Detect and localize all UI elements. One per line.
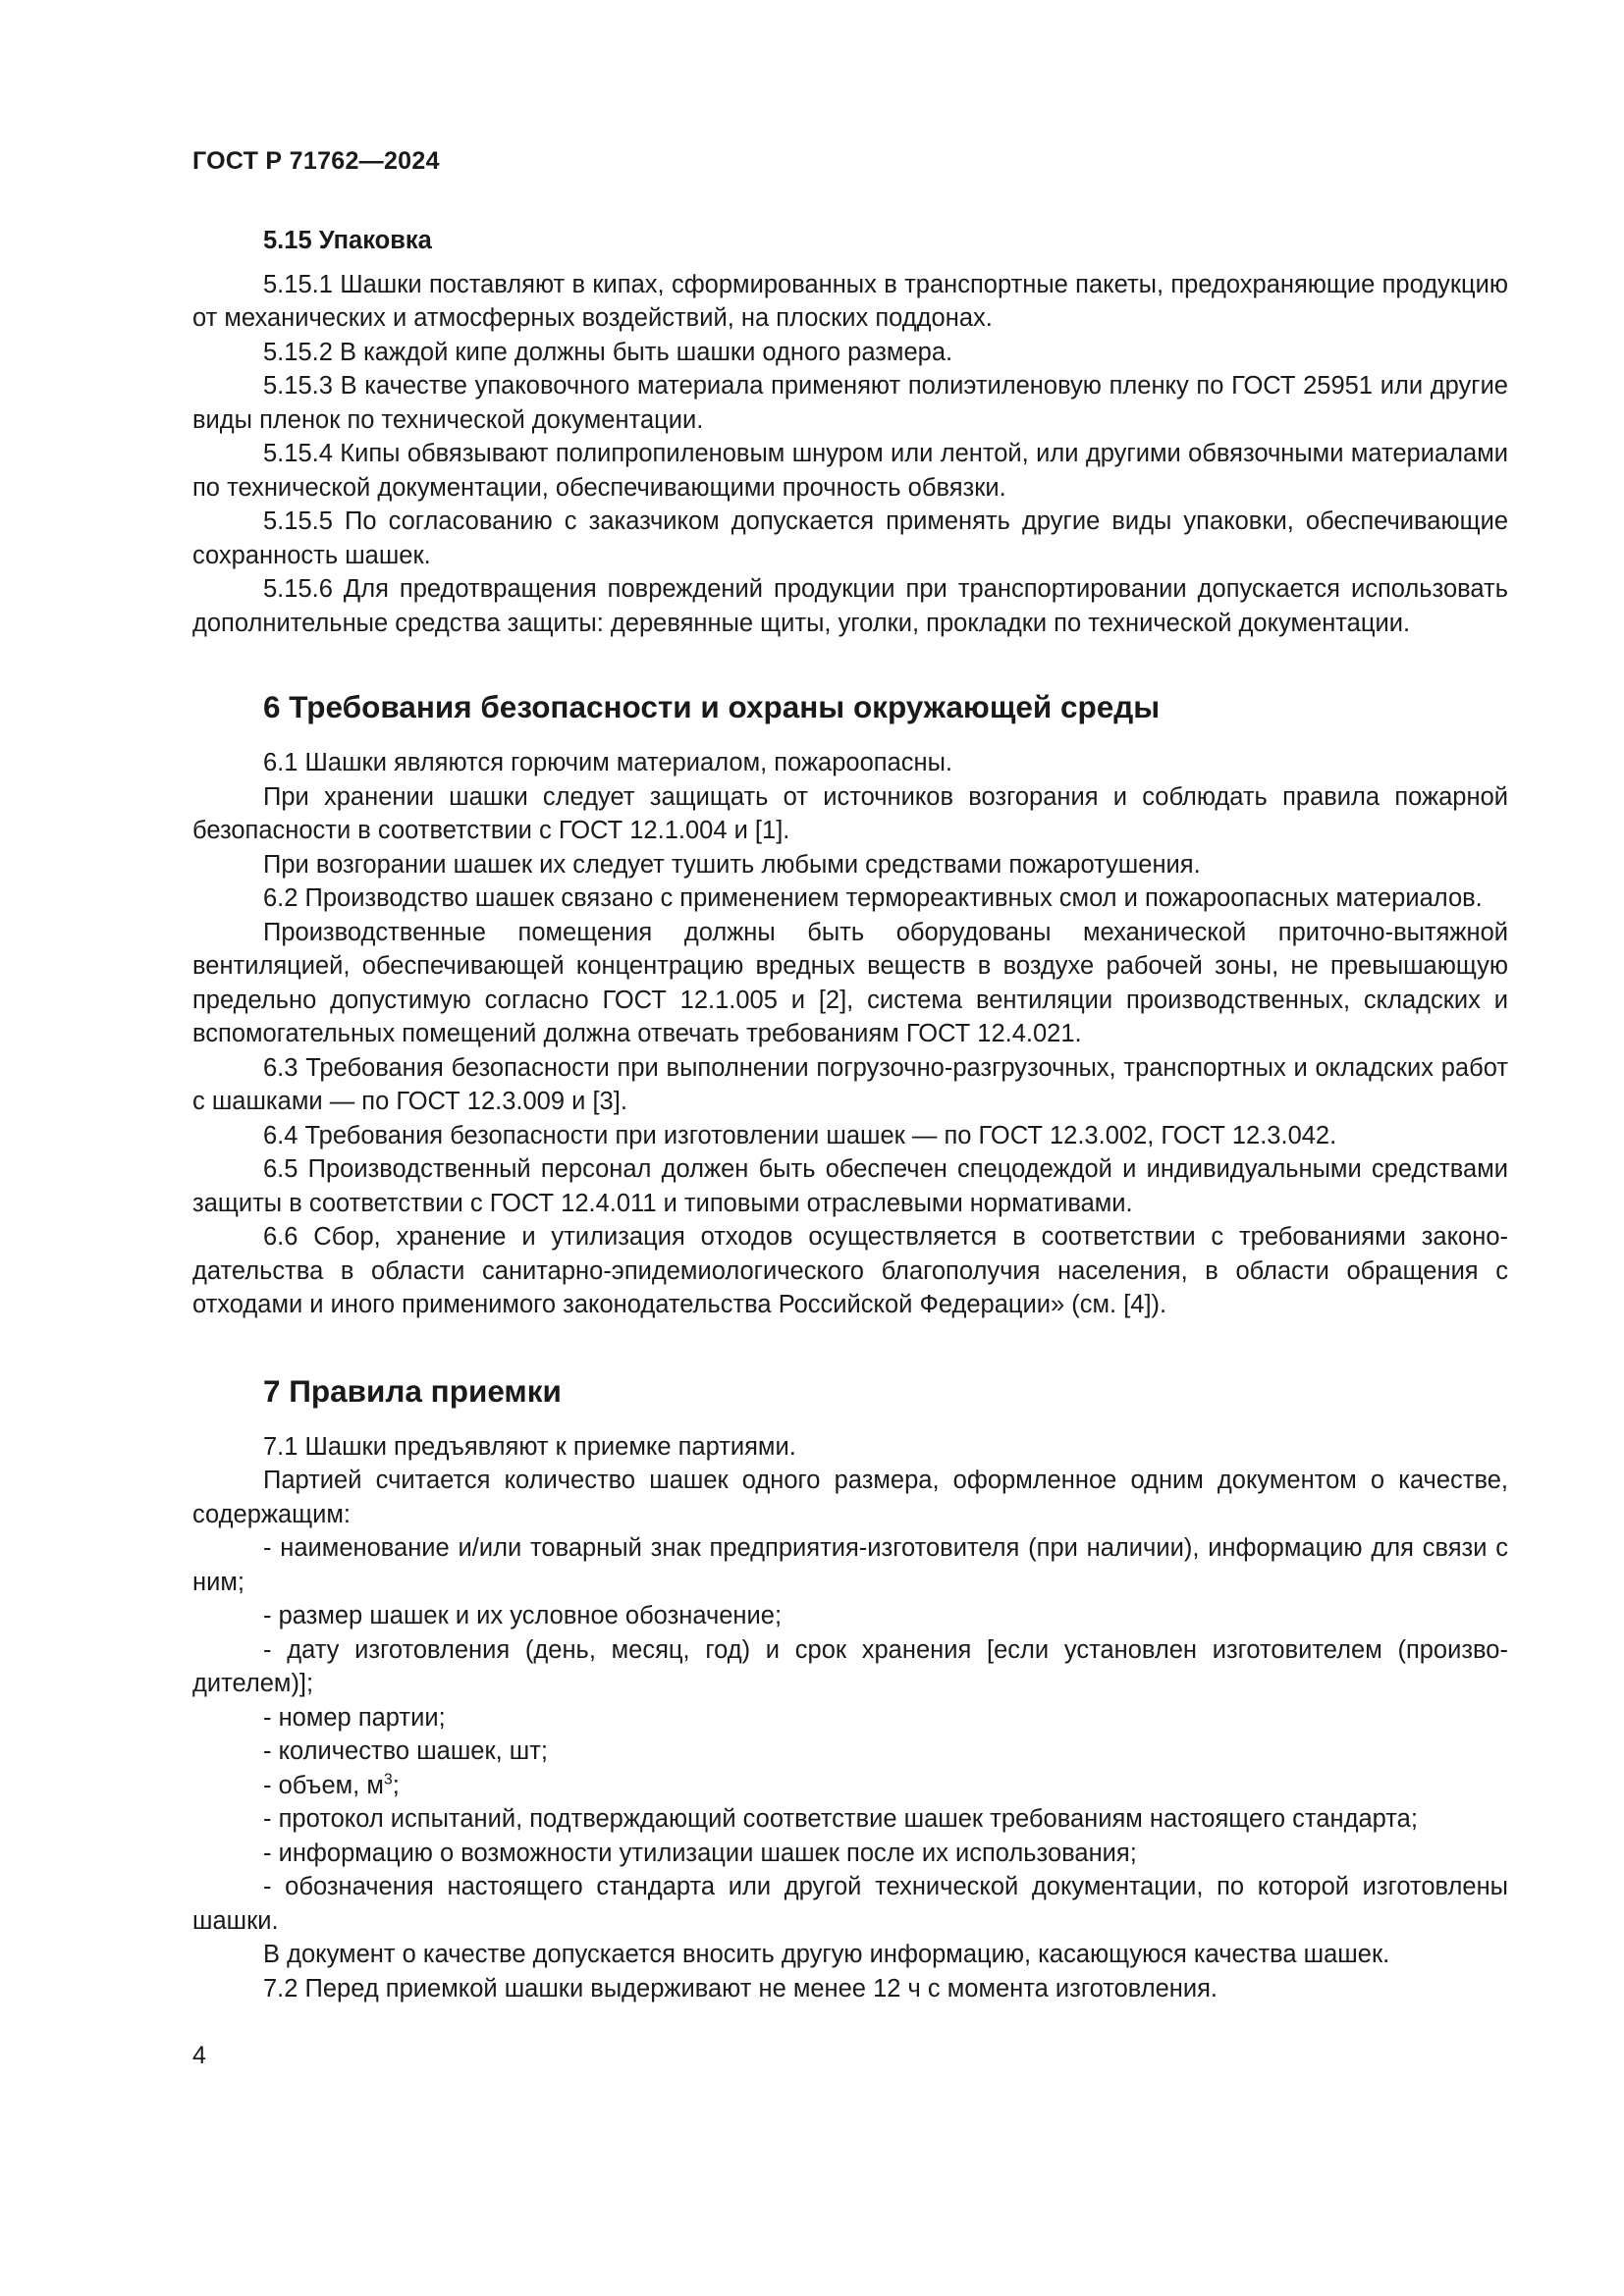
section-title-7: 7 Правила приемки xyxy=(263,1372,562,1409)
paragraph-5-15-4: 5.15.4 Кипы обвязывают полипропиленовым шнуром или лентой, или другими обвязочными материалами по технической документации, обеспечивающими прочность обвязки. xyxy=(192,440,1508,502)
list-item: - обозначения настоящего стандарта или другой технической документации, по которой изготовлены шашки. xyxy=(192,1873,1508,1935)
paragraph-5-15-2: 5.15.2 В каждой кипе должны быть шашки одного размера. xyxy=(263,338,953,366)
paragraph-7-1-other-info: В документ о качестве допускается вносить другую информацию, касающуюся качества шашек. xyxy=(263,1941,1390,1968)
subsection-title-5-15: 5.15 Упаковка xyxy=(263,227,432,254)
document-header: ГОСТ Р 71762—2024 xyxy=(192,147,440,175)
paragraph-7-2: 7.2 Перед приемкой шашки выдерживают не менее 12 ч с момента изготовления. xyxy=(263,1974,1218,2002)
paragraph-6-3: 6.3 Требования безопасности при выполнении погрузочно-разгрузочных, транспортных и окладских работ с шашками — по ГОСТ 12.3.009 и [3]. xyxy=(192,1053,1508,1115)
paragraph-6-1: 6.1 Шашки являются горючим материалом, пожароопасны. xyxy=(263,749,953,776)
list-item: - дату изготовления (день, месяц, год) и срок хранения [если установлен изготовителем (производителем)]; xyxy=(192,1635,1508,1697)
paragraph-7-1: 7.1 Шашки предъявляют к приемке партиями. xyxy=(263,1432,796,1461)
paragraph-5-15-5: 5.15.5 По согласованию с заказчиком допускается применять другие виды упаковки, обеспечивающие сохранность шашек. xyxy=(192,507,1508,569)
paragraph-5-15-6: 5.15.6 Для предотвращения повреждений продукции при транспортировании допускается использовать дополнительные средства защиты: деревянные щиты, уголки, прокладки по технической документации. xyxy=(192,575,1508,637)
list-item-volume xyxy=(192,1769,1508,1803)
paragraph-6-1-storage: При хранении шашки следует защищать от источников возгорания и соблюдать правила пожарной безопасности в соответствии с ГОСТ 12.1.004 и [1]. xyxy=(192,782,1508,844)
page-number: 4 xyxy=(192,2042,206,2069)
volume-label: - объем, м xyxy=(263,1771,384,1799)
paragraph-6-1-fire: При возгорании шашек их следует тушить любыми средствами пожаротушения. xyxy=(263,850,1201,879)
paragraph-7-1-batch: Партией считается количество шашек одного размера, оформленное одним документом о качестве, содержащим: xyxy=(192,1467,1508,1528)
paragraph-5-15-1: 5.15.1 Шашки поставляют в кипах, сформированных в транспортные пакеты, предохраняющие продукцию от механических и атмосферных воздействий, на плоских поддонах. xyxy=(192,270,1508,332)
paragraph-6-4: 6.4 Требования безопасности при изготовлении шашек — по ГОСТ 12.3.002, ГОСТ 12.3.042. xyxy=(263,1121,1337,1149)
paragraph-6-2-ventilation: Производственные помещения должны быть оборудованы механической приточно-вытяжной вентиляцией, обеспечивающей концентрацию вредных веществ в воздухе рабочей зоны, не превышающую предельно допустимую согласно ГОСТ 12.1.005 и [2], система вентиляции производственных, складских и вспомогательных помещений должна отвечать требованиям ГОСТ 12.4.021. xyxy=(192,918,1508,1047)
paragraph-5-15-3: 5.15.3 В качестве упаковочного материала применяют полиэтиленовую пленку по ГОСТ 25951 или другие виды пленок по технической документации. xyxy=(192,372,1508,434)
list-item: - номер партии; xyxy=(263,1703,446,1732)
volume-superscript: 3 xyxy=(383,1771,393,1788)
list-item: - информацию о возможности утилизации шашек после их использования; xyxy=(263,1839,1137,1867)
section-title-6: 6 Требования безопасности и охраны окружающей среды xyxy=(263,689,1161,724)
list-item: - протокол испытаний, подтверждающий соответствие шашек требованиям настоящего стандарта; xyxy=(263,1805,1418,1833)
list-item: - наименование и/или товарный знак предприятия-изготовителя (при наличии), информацию для связи с ним; xyxy=(192,1534,1508,1596)
list-item: - размер шашек и их условное обозначение; xyxy=(263,1602,783,1629)
page-content xyxy=(192,224,1508,2005)
paragraph-6-2: 6.2 Производство шашек связано с применением термореактивных смол и пожароопасных материалов. xyxy=(263,884,1483,912)
list-item: - количество шашек, шт; xyxy=(263,1737,549,1765)
paragraph-6-5: 6.5 Производственный персонал должен быть обеспечен спецодеждой и индивидуальными средствами защиты в соответствии с ГОСТ 12.4.011 и типовыми отраслевыми нормативами. xyxy=(192,1155,1508,1217)
paragraph-6-6: 6.6 Сбор, хранение и утилизация отходов осуществляется в соответствии с требованиями законодательства в области санитарно-эпидемиологического благополучия населения, в области обращения с отходами и иного применимого законодательства Российской Федерации» (см. [4]). xyxy=(192,1223,1508,1318)
volume-suffix: ; xyxy=(392,1771,400,1799)
